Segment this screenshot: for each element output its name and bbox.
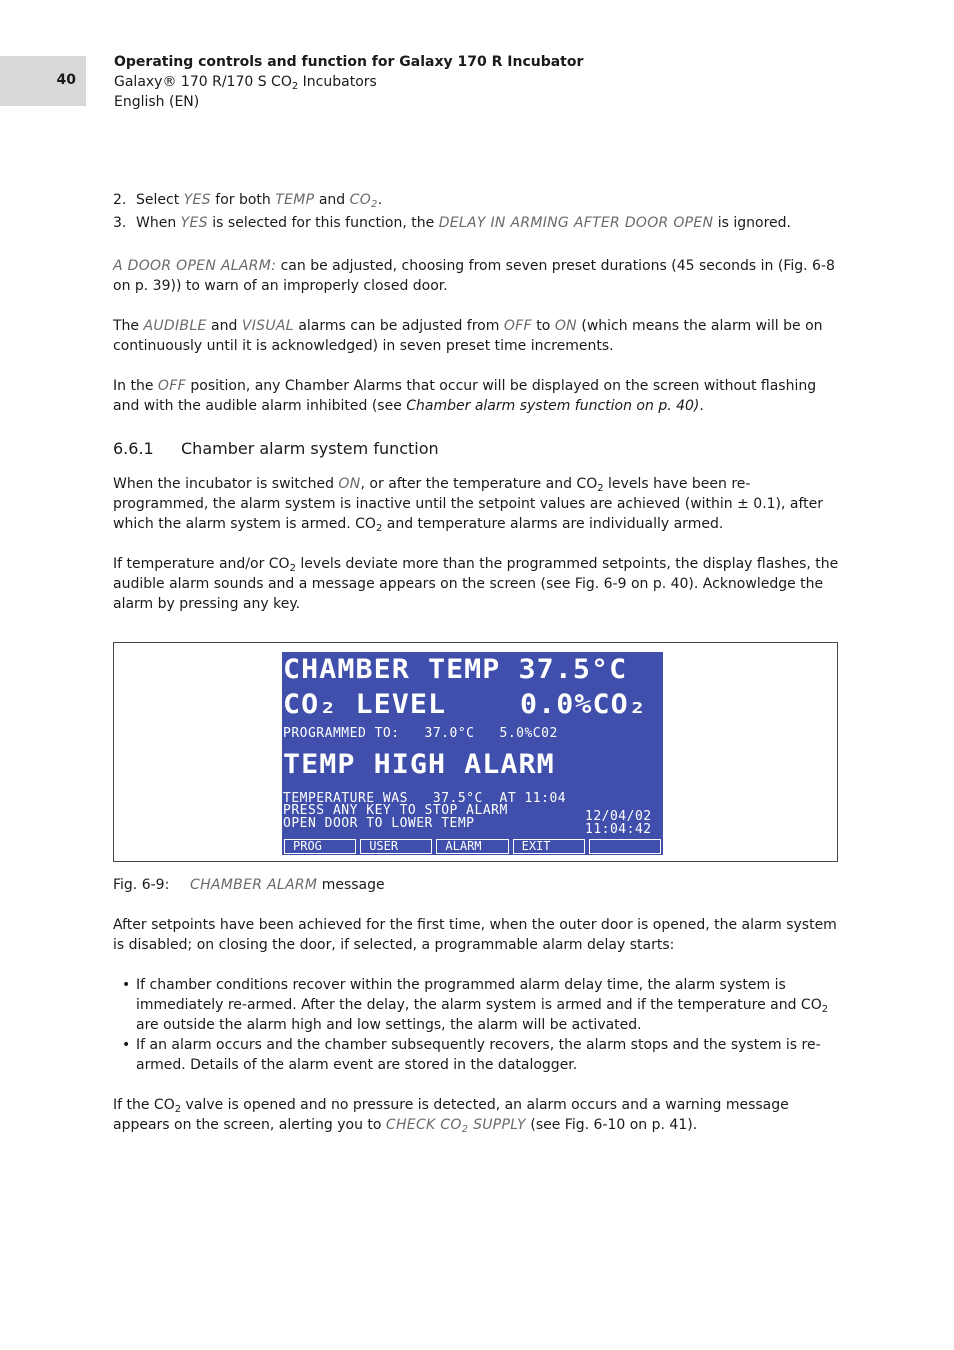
paragraph-after-setpoints: After setpoints have been achieved for the first time, when the outer door is opened, the alarm system is disabled; on closing the door, if selected, a programmable alarm delay starts: [113, 917, 837, 953]
ui-term: ON [338, 476, 361, 492]
cross-reference-link[interactable]: Chamber alarm system function on p. 40) [406, 398, 700, 414]
lcd-chamber-temp: CHAMBER TEMP 37.5°C [283, 654, 628, 685]
subscript: 2 [461, 1124, 469, 1135]
subscript: 2 [291, 81, 299, 92]
text: levels have been re-programmed, the alarm system is inactive until the setpoint values are achieved (within ± 0.1), after which the alarm system is armed. CO [113, 476, 824, 532]
step-item [113, 190, 839, 210]
text: In the [113, 378, 158, 394]
lcd-programmed: PROGRAMMED TO: 37.0°C 5.0%C02 [283, 726, 558, 741]
ui-term: AUDIBLE [143, 318, 207, 334]
ui-term: SUPPLY [468, 1117, 526, 1133]
figure-label: Fig. 6-9: [113, 877, 170, 893]
ui-term: ON [554, 318, 577, 334]
text: position, any Chamber Alarms that occur will be displayed on the screen without flashing and with the audible alarm inhibited (see [113, 378, 817, 414]
text: When [136, 215, 181, 231]
text: . [377, 192, 383, 208]
text: and [314, 192, 350, 208]
page-content [113, 190, 839, 1135]
page-number-tab [0, 56, 86, 106]
lcd-softkey-bar [282, 839, 663, 855]
step-list [113, 190, 839, 233]
bullet-list [113, 975, 839, 1075]
subscript: 2 [289, 563, 296, 574]
softkey-exit[interactable]: EXIT [513, 839, 585, 854]
lcd-date: 12/04/02 [585, 809, 652, 824]
ui-term: YES [180, 215, 208, 231]
text: can be adjusted, choosing from seven preset durations (45 seconds in (Fig. 6-8 on p. 39)) to warn of an improperly closed door. [113, 258, 835, 294]
list-item [113, 1035, 839, 1075]
text: message [317, 877, 385, 893]
subscript: 2 [174, 1104, 182, 1115]
text: If an alarm occurs and the chamber subsequently recovers, the alarm stops and the system is re-armed. Details of the alarm event are stored in the datalogger. [136, 1037, 821, 1073]
lcd-co2-level-label: CO₂ LEVEL [283, 689, 447, 720]
section-heading [113, 438, 839, 460]
paragraph-switched-on [113, 474, 839, 534]
header-language: English (EN) [114, 94, 200, 110]
paragraph-off-position [113, 376, 839, 416]
text: is selected for this function, the [207, 215, 439, 231]
figure-caption [113, 875, 839, 895]
text: When the incubator is switched [113, 476, 339, 492]
text: Select [136, 192, 184, 208]
lcd-screen [282, 652, 663, 855]
text: (which means the alarm will be on continuously until it is acknowledged) in seven preset time increments. [113, 318, 823, 354]
softkey-alarm[interactable]: ALARM [436, 839, 508, 854]
page-number: 40 [56, 72, 76, 88]
running-header [114, 52, 583, 112]
text: levels deviate more than the programmed setpoints, the display flashes, the audible alarm sounds and a message appears on the screen (see Fig. 6-9 on p. 40). Acknowledge the alarm by pressing any key. [113, 556, 839, 612]
lcd-time: 11:04:42 [585, 822, 652, 837]
text: are outside the alarm high and low settings, the alarm will be activated. [136, 1017, 642, 1033]
text: . [699, 398, 704, 414]
ui-term: CO [349, 192, 372, 208]
text: to [531, 318, 555, 334]
text: If chamber conditions recover within the programmed alarm delay time, the alarm system is immediately re-armed. After the delay, the alarm system is armed and if the temperature and CO [136, 977, 822, 1013]
subscript: 2 [597, 483, 604, 494]
ui-term: CHAMBER ALARM [190, 877, 318, 893]
lcd-press-any-key: PRESS ANY KEY TO STOP ALARM [283, 803, 508, 818]
text: is ignored. [713, 215, 792, 231]
text: valve is opened and no pressure is detected, an alarm occurs and a warning message appears on the screen, alerting you to [113, 1097, 789, 1133]
subscript: 2 [821, 1004, 829, 1015]
ui-term: A DOOR OPEN ALARM: [113, 258, 277, 274]
lcd-open-door: OPEN DOOR TO LOWER TEMP [283, 816, 475, 831]
text: alarms can be adjusted from [293, 318, 504, 334]
paragraph-door-open [113, 256, 839, 296]
softkey-blank[interactable] [589, 839, 661, 854]
softkey-prog[interactable]: PROG [284, 839, 356, 854]
header-title: Operating controls and function for Galaxy 170 R Incubator [114, 54, 584, 70]
ui-term: DELAY IN ARMING AFTER DOOR OPEN [438, 215, 714, 231]
header-subtitle [114, 72, 583, 92]
lcd-alarm-title: TEMP HIGH ALARM [283, 749, 555, 780]
text: The [113, 318, 144, 334]
text: and [206, 318, 242, 334]
step-item [113, 213, 839, 233]
list-item [113, 975, 839, 1035]
softkey-user[interactable]: USER [360, 839, 432, 854]
ui-term: YES [183, 192, 211, 208]
header-subtitle-text: Incubators [298, 74, 377, 90]
paragraph-audible-visual [113, 316, 839, 356]
ui-term: CHECK CO [385, 1117, 462, 1133]
text: and temperature alarms are individually armed. [382, 516, 724, 532]
section-number: 6.6.1 [113, 439, 154, 458]
paragraph-co2-valve [113, 1095, 839, 1135]
ui-term: OFF [503, 318, 532, 334]
subscript: 2 [375, 523, 383, 534]
lcd-co2-level-value: 0.0%CO₂ [520, 689, 647, 720]
ui-term: OFF [157, 378, 186, 394]
header-subtitle-text: Galaxy® 170 R/170 S CO [114, 74, 292, 90]
text: If temperature and/or CO [113, 556, 290, 572]
figure-chamber-alarm [113, 642, 838, 862]
paragraph-deviate [113, 554, 839, 614]
text: for both [210, 192, 276, 208]
ui-term: VISUAL [241, 318, 294, 334]
text: (see Fig. 6-10 on p. 41). [525, 1117, 698, 1133]
step-number: 2. [113, 192, 127, 208]
subscript: 2 [371, 199, 378, 210]
ui-term: TEMP [275, 192, 315, 208]
text: If the CO [113, 1097, 175, 1113]
section-title: Chamber alarm system function [181, 439, 439, 458]
text: , or after the temperature and CO [360, 476, 598, 492]
lcd-temperature-was: TEMPERATURE WAS 37.5°C AT 11:04 [283, 791, 567, 806]
step-number: 3. [113, 215, 127, 231]
